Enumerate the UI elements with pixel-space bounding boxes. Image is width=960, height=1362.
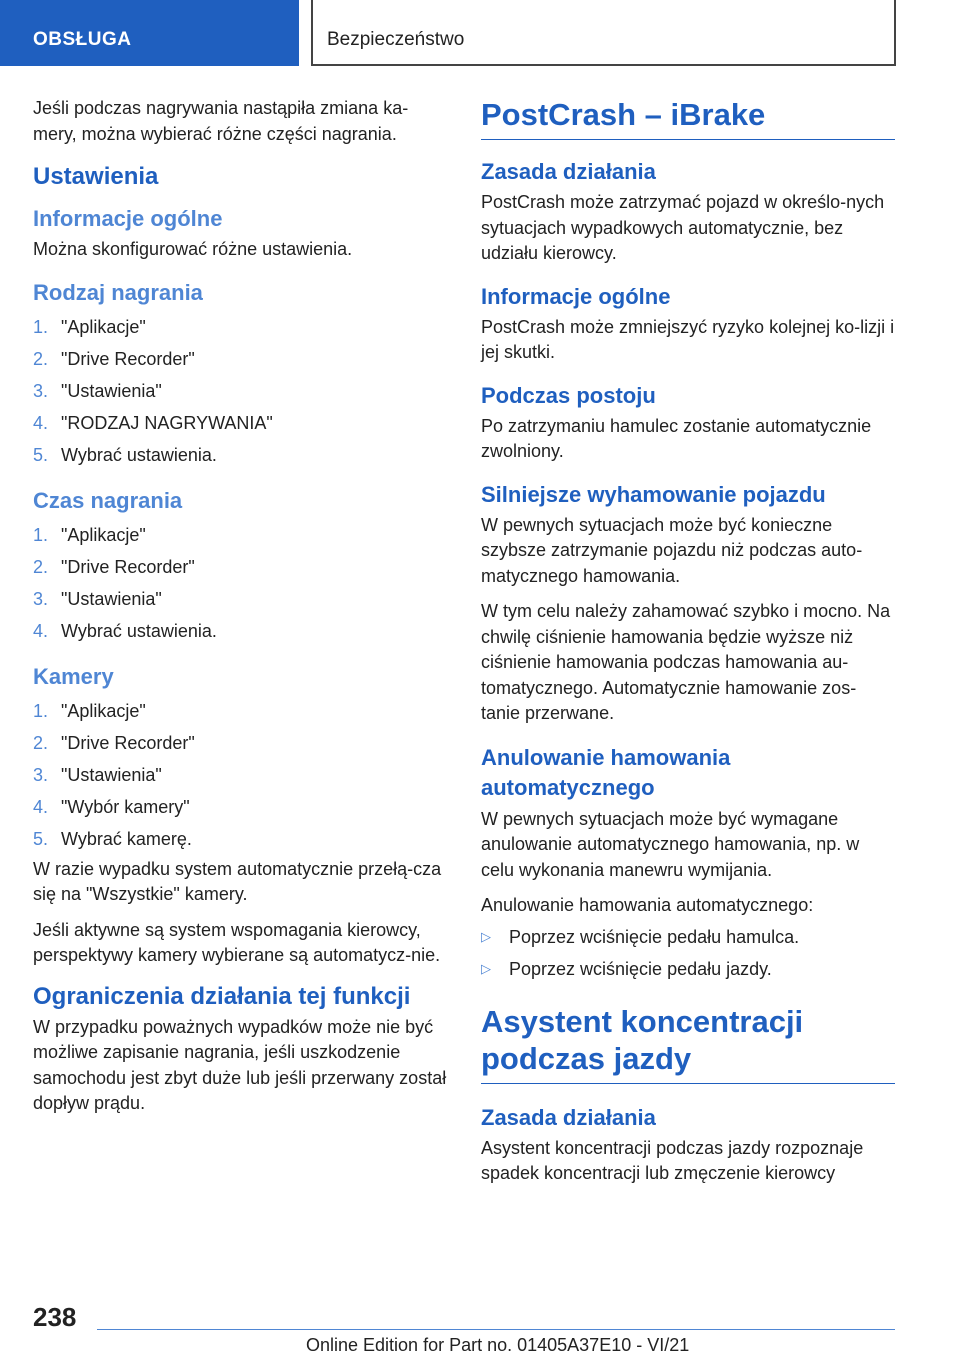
section-tab: OBSŁUGA <box>0 0 299 66</box>
anulowanie-paragraph-1: W pewnych sytuacjach może być wymagane anulowanie automatycznego hamowania, np. w celu wykonania manewru wymijania. <box>481 808 860 880</box>
heading-asystent: Asystent koncentracji podczas jazdy <box>481 1003 895 1084</box>
list-item: 3. "Ustawienia" <box>33 380 162 401</box>
triangle-bullet-icon: ▷ <box>481 928 491 944</box>
list-item: 2. "Drive Recorder" <box>33 732 195 753</box>
list-item: 3. "Ustawienia" <box>33 588 162 609</box>
anulowanie-paragraph-2: Anulowanie hamowania automatycznego: <box>481 895 814 915</box>
list-item: 4. "Wybór kamery" <box>33 796 190 817</box>
kamery-steps <box>33 695 451 855</box>
heading-zasada-dzialania: Zasada działania <box>481 159 656 184</box>
list-item: 1. "Aplikacje" <box>33 700 146 721</box>
heading-kamery: Kamery <box>33 663 114 689</box>
edition-text: Online Edition for Part no. 01405A37E10 - VI/21 <box>306 1335 690 1355</box>
info-paragraph: Można skonfigurować różne ustawienia. <box>33 239 353 259</box>
heading-informacje-ogolne: Informacje ogólne <box>33 206 223 231</box>
heading-informacje-ogolne-right: Informacje ogólne <box>481 283 671 309</box>
list-item: 2. "Drive Recorder" <box>33 348 195 369</box>
page-number: 238 <box>33 1302 77 1332</box>
czas-steps <box>33 519 451 647</box>
heading-silniejsze-wyhamowanie: Silniejsze wyhamowanie pojazdu <box>481 481 826 507</box>
heading-anulowanie: Anulowanie hamowania automatycznego <box>481 744 731 800</box>
rodzaj-steps <box>33 311 451 471</box>
silniejsze-paragraph-1: W pewnych sytuacjach może być konieczne szybsze zatrzymanie pojazdu niż podczas auto-matycznego hamowania. <box>481 514 863 586</box>
footer-divider <box>97 1329 895 1330</box>
triangle-bullet-icon: ▷ <box>481 960 491 976</box>
chapter-title: Bezpieczeństwo <box>311 0 896 66</box>
asystent-paragraph: Asystent koncentracji podczas jazdy rozpoznaje spadek koncentracji lub zmęczenie kierowcy <box>481 1137 864 1183</box>
silniejsze-paragraph-2: W tym celu należy zahamować szybko i mocno. Na chwilę ciśnienie hamowania będzie wyższe niż ciśnienie hamowania podczas hamowania au-tomatycznego. Automatycznie hamowanie zos-tanie przerwane. <box>481 601 891 723</box>
list-item: ▷ Poprzez wciśnięcie pedału hamulca. <box>481 921 895 953</box>
list-item: ▷ Poprzez wciśnięcie pedału jazdy. <box>481 953 895 985</box>
page-header <box>0 0 960 66</box>
anulowanie-bullets <box>481 921 895 985</box>
heading-asystent-zasada: Zasada działania <box>481 1104 656 1130</box>
heading-czas-nagrania: Czas nagrania <box>33 487 183 513</box>
heading-ustawienia: Ustawienia <box>33 163 159 190</box>
list-item: 3. "Ustawienia" <box>33 764 162 785</box>
list-item: 4. "RODZAJ NAGRYWANIA" <box>33 412 273 433</box>
right-column <box>481 96 895 1197</box>
heading-podczas-postoju: Podczas postoju <box>481 382 656 408</box>
heading-rodzaj-nagrania: Rodzaj nagrania <box>33 279 203 305</box>
heading-ograniczenia: Ograniczenia działania tej funkcji <box>33 982 411 1010</box>
list-item: 2. "Drive Recorder" <box>33 556 195 577</box>
list-item: 4. Wybrać ustawienia. <box>33 620 217 641</box>
intro-paragraph: Jeśli podczas nagrywania nastąpiła zmiana ka-mery, można wybierać różne części nagrania. <box>33 98 409 144</box>
zasada-paragraph: PostCrash może zatrzymać pojazd w określo-nych sytuacjach wypadkowych automatycznie, bez udziału kierowcy. <box>481 192 885 263</box>
list-item: 5. Wybrać ustawienia. <box>33 444 217 465</box>
heading-postcrash: PostCrash – iBrake <box>481 96 895 140</box>
info-paragraph-right: PostCrash może zmniejszyć ryzyko kolejnej ko-lizji i jej skutki. <box>481 316 895 362</box>
postoj-paragraph: Po zatrzymaniu hamulec zostanie automatycznie zwolniony. <box>481 415 872 461</box>
kamery-paragraph-1: W razie wypadku system automatycznie przełą-cza się na "Wszystkie" kamery. <box>33 858 442 904</box>
left-column <box>33 96 451 1127</box>
kamery-paragraph-2: Jeśli aktywne są system wspomagania kierowcy, perspektywy kamery wybierane są automatycz-nie. <box>33 919 441 965</box>
list-item: 5. Wybrać kamerę. <box>33 828 192 849</box>
list-item: 1. "Aplikacje" <box>33 524 146 545</box>
list-item: 1. "Aplikacje" <box>33 316 146 337</box>
ograniczenia-paragraph: W przypadku poważnych wypadków może nie być możliwe zapisanie nagrania, jeśli uszkodzenie samochodu jest zbyt duże lub jeśli przerwany został dopływ prądu. <box>33 1016 447 1113</box>
